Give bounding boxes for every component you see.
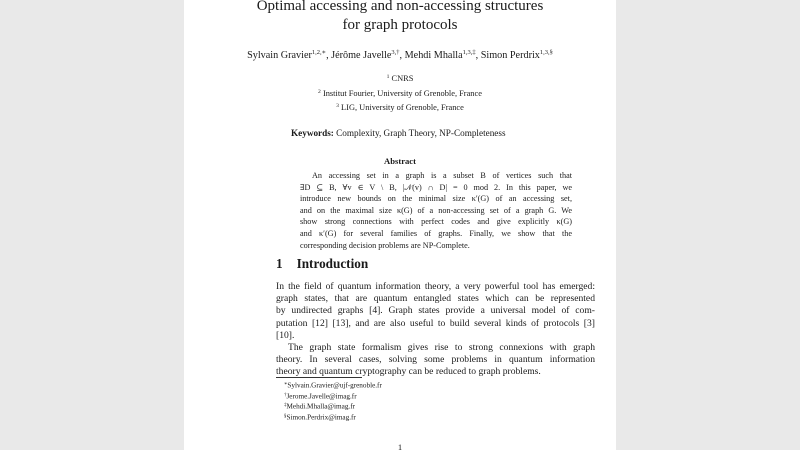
body-line: graph states, that are quantum entangled states which can be represented (276, 293, 595, 305)
affiliation-2 (184, 86, 616, 101)
affiliation-1 (184, 71, 616, 86)
body-line: by undirected graphs [4]. Graph states provide a universal model of com- (276, 305, 595, 317)
body-line: putation [12] [13], and are also useful to build several kinds of protocols [3] (276, 317, 595, 329)
affiliation-1-mark: 1 (386, 74, 390, 80)
keywords-text: Complexity, Graph Theory, NP-Completeness (336, 128, 506, 138)
author-3: Mehdi Mhalla (404, 50, 463, 61)
body-line: In the field of quantum information theory, a very powerful tool has emerged: (276, 281, 595, 292)
paper-title (184, 0, 616, 35)
section-heading (276, 256, 368, 272)
abstract-line: introduce new bounds on the minimal size κ′(G) of an accessing set, (300, 194, 572, 204)
affiliation-3 (184, 100, 616, 115)
abstract-line: and κ′(G) for several families of graphs. Finally, we show that the (300, 228, 572, 238)
author-3-marks: 1,3,‡ (462, 49, 476, 56)
abstract-line: ∃D ⊆ B, ∀v ∈ V \ B, |𝒩(v) ∩ D| = 0 mod 2. In this paper, we (300, 182, 572, 192)
footnote-3-email: Mehdi.Mhalla@imag.fr (286, 402, 355, 411)
section-number: 1 (276, 256, 283, 271)
abstract-line: corresponding decision problems are NP-Complete. (300, 240, 470, 250)
footnote-4 (284, 412, 382, 423)
body-line: [10]. (276, 329, 295, 341)
affiliation-2-text: Institut Fourier, University of Grenoble, France (322, 88, 482, 98)
footnote-2-mark: † (284, 392, 287, 398)
affiliation-2-mark: 2 (318, 88, 321, 95)
footnote-2 (284, 391, 382, 402)
keywords (291, 128, 506, 138)
author-4: Simon Perdrix (480, 50, 540, 61)
author-1-marks: 1,2,∗ (311, 49, 327, 56)
paper-page (184, 0, 616, 450)
author-2: Jérôme Javelle (331, 50, 392, 61)
footnote-4-mark: § (284, 413, 287, 419)
footnote-3-mark: ‡ (284, 403, 287, 409)
title-line-1: Optimal accessing and non-accessing structures (256, 0, 544, 14)
abstract-line: and on the maximal size κ(G) of a non-accessing set of a graph G. We (300, 205, 572, 215)
affiliation-3-text: LIG, University of Grenoble, France (341, 103, 464, 112)
body-line: theory and quantum cryptography can be reduced to graph problems. (276, 366, 541, 378)
footnote-3 (284, 401, 382, 412)
keywords-label: Keywords: (291, 128, 334, 138)
body-line: The graph state formalism gives rise to strong connexions with graph (288, 342, 595, 354)
section-title: Introduction (296, 256, 369, 271)
abstract-line: An accessing set in a graph is a subset B of vertices such that (312, 171, 572, 180)
abstract-body (300, 170, 572, 251)
abstract-line: show strong connections with perfect codes and give explicitly κ(G) (300, 217, 572, 227)
footnote-4-email: Simon.Perdrix@imag.fr (286, 413, 356, 422)
footnote-2-email: Jerome.Javelle@imag.fr (286, 392, 357, 401)
footnote-1-email: Sylvain.Gravier@ujf-grenoble.fr (287, 381, 382, 390)
footnotes (284, 380, 382, 422)
author-list: Sylvain Gravier$^{1,2,∗}$, Jérôme Javelle$^{3,\dagger}$, Mehdi Mhalla$^{1,3,\ddagger}$, Simon Perdrix$^{1,3,\S}$ (247, 49, 553, 61)
affiliation-1-text: CNRS (391, 74, 414, 83)
affiliation-3-mark: 3 (336, 103, 339, 109)
body-text (276, 281, 595, 379)
body-line: theory. In several cases, solving some problems in quantum information (276, 354, 595, 366)
affiliations (184, 71, 616, 115)
title-line-2: for graph protocols (342, 17, 458, 33)
author-4-marks: 1,3,§ (539, 49, 553, 56)
footnote-1-mark: ∗ (284, 382, 288, 387)
page-number: 1 (397, 442, 403, 450)
abstract-heading: Abstract (384, 156, 416, 166)
author-2-marks: 3,† (391, 49, 400, 56)
footnote-rule (276, 377, 362, 378)
author-1: Sylvain Gravier (247, 50, 312, 61)
footnote-1 (284, 380, 382, 391)
